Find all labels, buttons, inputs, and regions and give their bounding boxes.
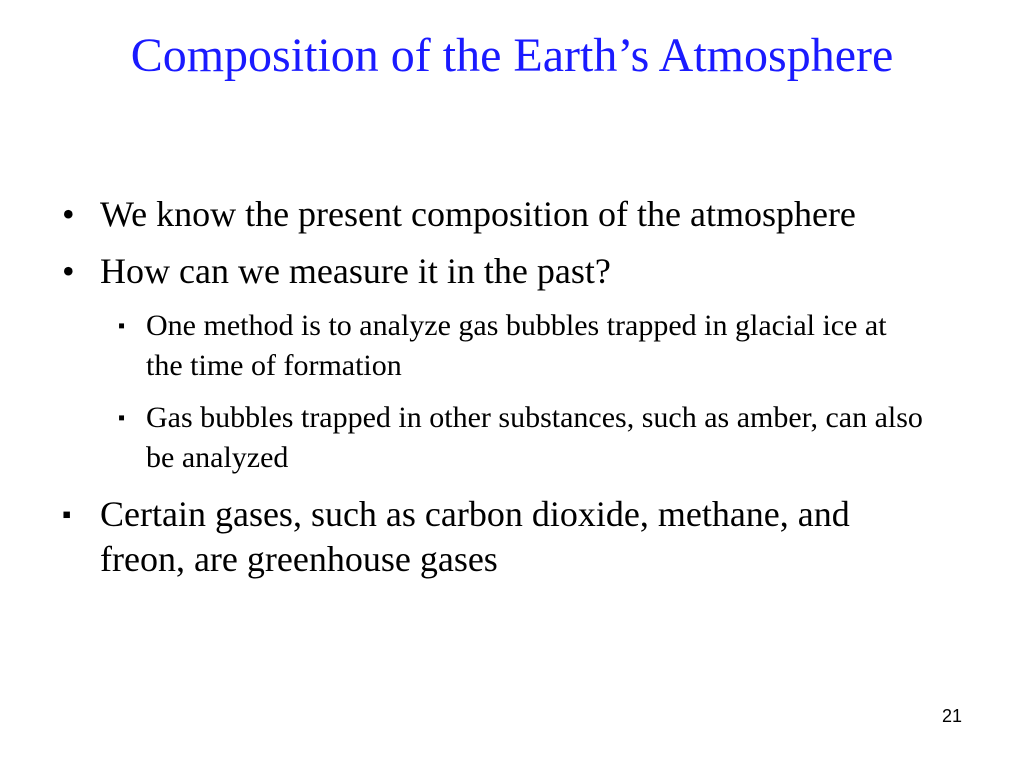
bullet-square-icon: ▪: [62, 500, 72, 529]
sub-bullet-item-amber: [0, 398, 926, 478]
slide-title: Composition of the Earth’s Atmosphere: [130, 29, 894, 82]
bullet-item-present-composition: [0, 192, 870, 237]
bullet-list: [0, 192, 1024, 594]
page-number: 21: [941, 706, 962, 726]
sub-bullet-text: One method is to analyze gas bubbles trapped in glacial ice at the time of formation: [146, 309, 887, 382]
bullet-item-greenhouse-gases: [0, 492, 870, 582]
bullet-text: How can we measure it in the past?: [100, 251, 611, 291]
bullet-dot-icon: •: [62, 251, 75, 291]
bullet-text: Certain gases, such as carbon dioxide, methane, and freon, are greenhouse gases: [100, 494, 850, 579]
bullet-dot-icon: •: [62, 194, 75, 234]
bullet-square-icon: ▪: [118, 315, 126, 337]
sub-bullet-item-glacial-ice: [0, 306, 926, 386]
bullet-square-icon: ▪: [118, 407, 126, 429]
sub-bullet-text: Gas bubbles trapped in other substances, such as amber, can also be analyzed: [146, 401, 923, 474]
bullet-text: We know the present composition of the atmosphere: [100, 194, 856, 234]
bullet-item-measure-past: [0, 249, 870, 294]
